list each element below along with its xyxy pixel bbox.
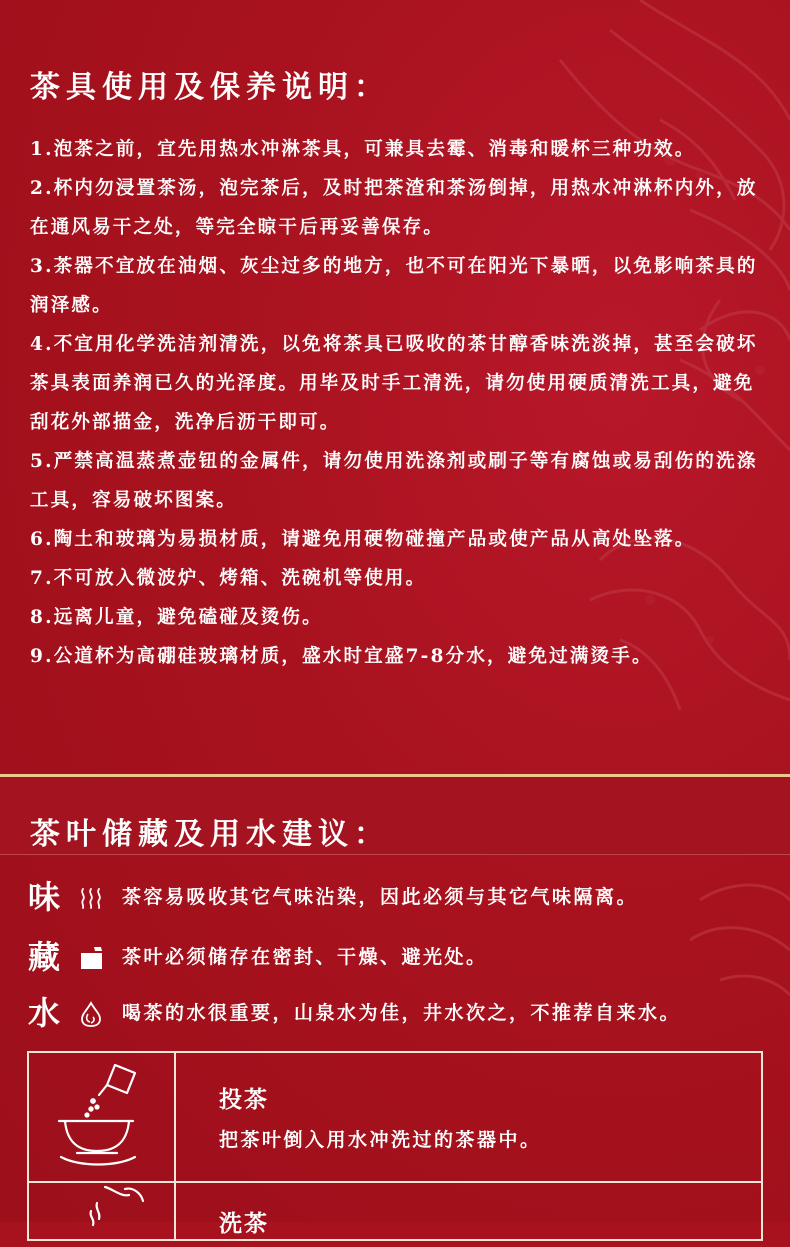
storage-title: 茶叶储藏及用水建议： (30, 817, 390, 852)
tip-aroma (28, 877, 768, 917)
care-item-1: 1.泡茶之前，宜先用热水冲淋茶具，可兼具去霉、消毒和暖杯三种功效。 (30, 139, 696, 160)
care-title: 茶具使用及保养说明： (30, 70, 390, 105)
care-item-2: 2.杯内勿浸置茶汤，泡完茶后，及时把茶渣和茶汤倒掉，用热水冲淋杯内外，放在通风易干之处，等完全晾干后再妥善保存。 (30, 178, 758, 238)
care-list (30, 130, 765, 676)
tip-water (28, 993, 768, 1033)
kettle-pouring-icon (29, 1183, 174, 1243)
aroma-waves-icon (78, 885, 104, 911)
care-item-3: 3.茶器不宜放在油烟、灰尘过多的地方，也不可在阳光下暴晒，以免影响茶具的润泽感。 (30, 256, 758, 316)
care-item-7: 7.不可放入微波炉、烤箱、洗碗机等使用。 (30, 568, 427, 589)
tip-char-storage: 藏 (28, 938, 61, 976)
storage-box-icon (78, 945, 104, 971)
care-item-6: 6.陶土和玻璃为易损材质，请避免用硬物碰撞产品或使产品从高处坠落。 (30, 529, 696, 550)
step-desc-add: 把茶叶倒入用水冲洗过的茶器中。 (219, 1129, 542, 1151)
step-title-add: 投茶 (219, 1086, 269, 1113)
step-icon-cell (29, 1053, 176, 1181)
tea-pouring-into-bowl-icon (29, 1053, 174, 1181)
storage-band-divider (0, 854, 790, 855)
step-title-wash: 洗茶 (219, 1210, 269, 1237)
tip-char-aroma: 味 (28, 878, 61, 916)
care-item-9: 9.公道杯为高硼硅玻璃材质，盛水时宜盛7-8分水，避免过满烫手。 (30, 646, 653, 667)
care-item-8: 8.远离儿童，避免磕碰及烫伤。 (30, 607, 323, 628)
tip-char-water: 水 (28, 994, 61, 1032)
step-tea-add (27, 1051, 763, 1183)
tip-text-aroma: 茶容易吸收其它气味沾染，因此必须与其它气味隔离。 (122, 886, 639, 908)
tip-storage (28, 937, 768, 977)
care-item-4: 4.不宜用化学洗洁剂清洗，以免将茶具已吸收的茶甘醇香味洗淡掉，甚至会破坏茶具表面养润已久的光泽度。用毕及时手工清洗，请勿使用硬质清洗工具，避免刮花外部描金，洗净后沥干即可。 (30, 334, 758, 433)
step-icon-cell (29, 1183, 176, 1239)
tip-text-water: 喝茶的水很重要，山泉水为佳，井水次之，不推荐自来水。 (122, 1002, 682, 1024)
care-item-5: 5.严禁高温蒸煮壶钮的金属件，请勿使用洗涤剂或刷子等有腐蚀或易刮伤的洗涤工具，容易破坏图案。 (30, 451, 758, 511)
water-drop-icon (78, 1001, 104, 1027)
tip-text-storage: 茶叶必须储存在密封、干燥、避光处。 (122, 946, 488, 968)
step-tea-wash (27, 1181, 763, 1241)
